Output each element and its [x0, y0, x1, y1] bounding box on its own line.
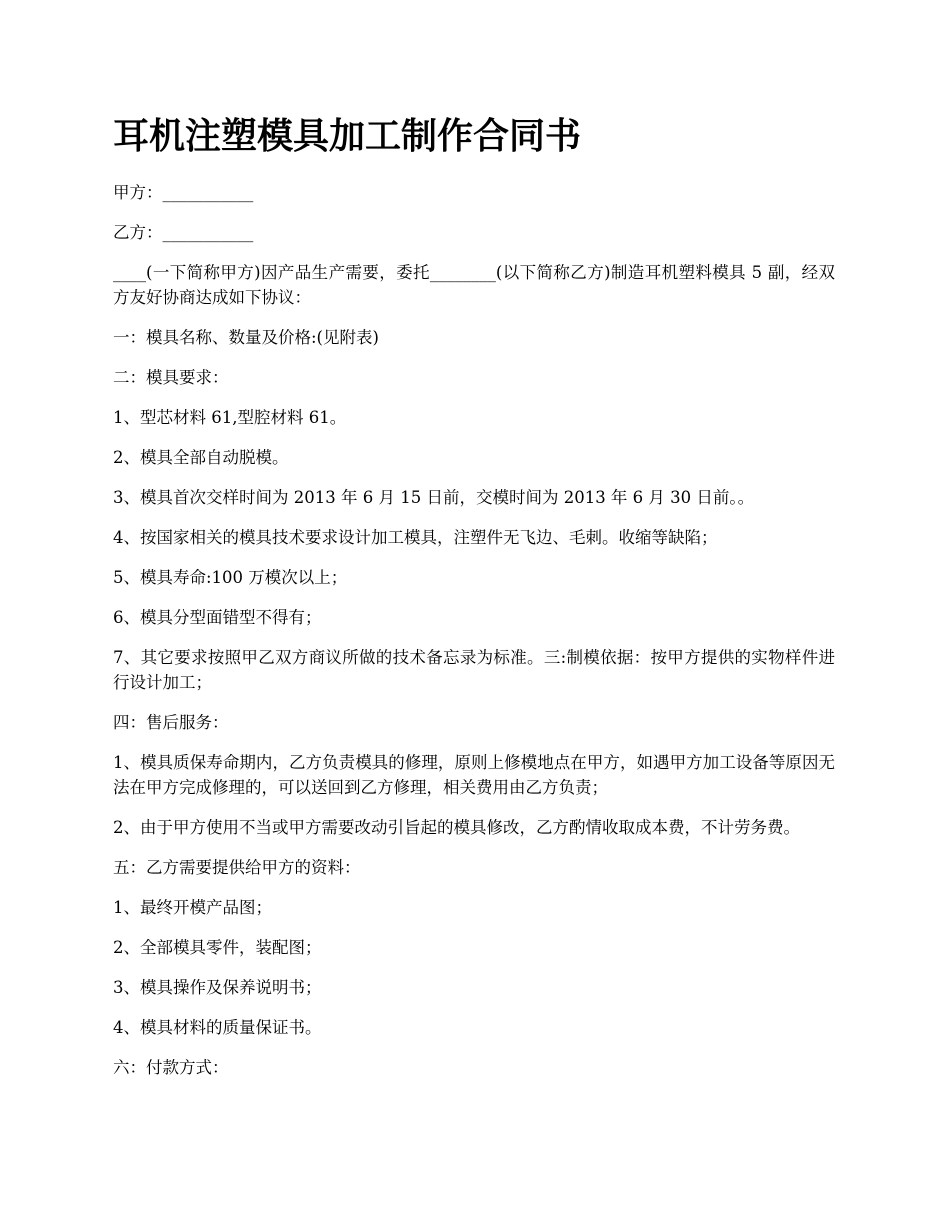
party-a-line: 甲方：___________ — [113, 183, 254, 202]
clause-paragraph: 2、全部模具零件，装配图； — [113, 938, 322, 957]
clause-paragraph: 4、模具材料的质量保证书。 — [113, 1018, 322, 1037]
section-heading-5: 五：乙方需要提供给甲方的资料： — [113, 858, 361, 877]
clause-paragraph: 1、最终开模产品图； — [113, 898, 272, 917]
clause-paragraph: 6、模具分型面错型不得有； — [113, 608, 322, 627]
section-heading-4: 四：售后服务： — [113, 713, 229, 732]
clause-paragraph: 4、按国家相关的模具技术要求设计加工模具，注塑件无飞边、毛刺。收缩等缺陷； — [113, 528, 718, 547]
clause-paragraph: 2、由于甲方使用不当或甲方需要改动引旨起的模具修改，乙方酌情收取成本费，不计劳务费。 — [113, 818, 800, 837]
clause-paragraph: 2、模具全部自动脱模。 — [113, 448, 289, 467]
clause-paragraph: 3、模具首次交样时间为 2013 年 6 月 15 日前，交模时间为 2013 年 6 月 30 日前。。 — [113, 488, 755, 507]
clause-paragraph: 1、型芯材料 61,型腔材料 61。 — [113, 408, 347, 427]
section-heading-2: 二：模具要求： — [113, 368, 229, 387]
document-title: 耳机注塑模具加工制作合同书 — [113, 115, 582, 157]
section-heading-1: 一：模具名称、数量及价格:(见附表) — [113, 328, 379, 347]
clause-paragraph: 5、模具寿命:100 万模次以上； — [113, 568, 348, 587]
clause-paragraph: 7、其它要求按照甲乙双方商议所做的技术备忘录为标准。三:制模依据：按甲方提供的实物样件进行设计加工； — [113, 648, 835, 692]
clause-paragraph: 3、模具操作及保养说明书； — [113, 978, 322, 997]
clause-paragraph: 1、模具质保寿命期内，乙方负责模具的修理，原则上修模地点在甲方，如遇甲方加工设备等原因无法在甲方完成修理的，可以送回到乙方修理，相关费用由乙方负责； — [113, 753, 835, 797]
party-b-line: 乙方：___________ — [113, 223, 254, 242]
section-heading-6: 六：付款方式： — [113, 1058, 229, 1077]
document-body — [113, 180, 835, 1095]
intro-paragraph: ____(一下简称甲方)因产品生产需要，委托________(以下简称乙方)制造耳机塑料模具 5 副，经双方友好协商达成如下协议： — [113, 263, 835, 307]
